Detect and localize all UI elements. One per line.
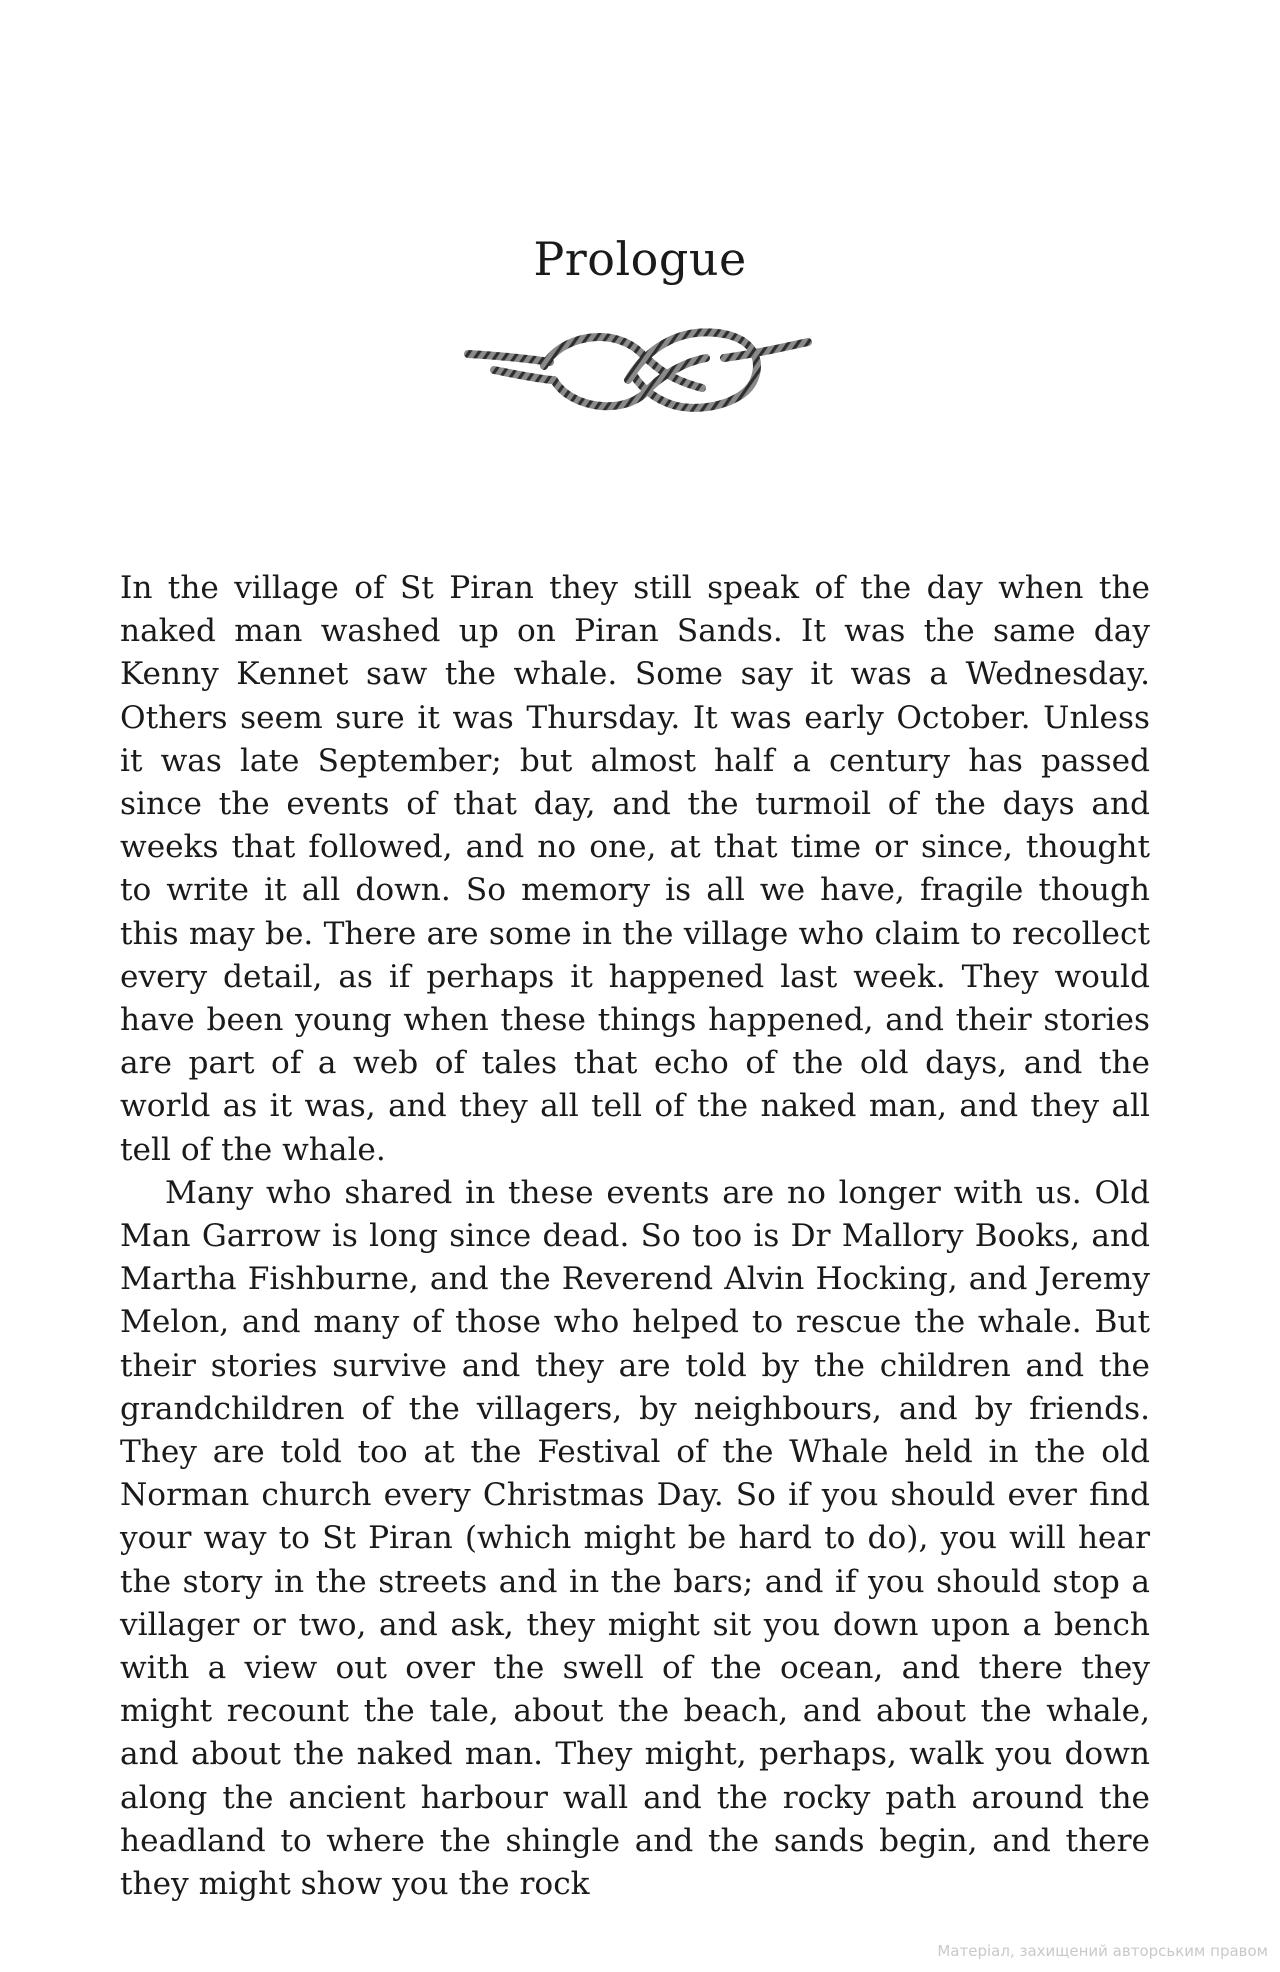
- paragraph-1: In the village of St Piran they still speak of the day when the naked man washed up on Piran Sands. It was the same day Kenny Kennet saw the whale. Some say it was a Wednesday. Others seem sure it was Thursday. It was early October. Unless it was late September; but almost half a century has passed since the events of that day, and the turmoil of the days and weeks that followed, and no one, at that time or since, thought to write it all down. So memory is all we have, fragile though this may be. There are some in the village who claim to recollect every detail, as if perhaps it happened last week. They would have been young when these things happened, and their stories are part of a web of tales that echo of the old days, and the world as it was, and they all tell of the naked man, and they all tell of the whale.: [120, 570, 1150, 1168]
- paragraph-2: Many who shared in these events are no longer with us. Old Man Garrow is long since dead. So too is Dr Mallory Books, and Martha Fishburne, and the Reverend Alvin Hocking, and Jeremy Melon, and many of those who helped to rescue the whale. But their stories survive and they are told by the children and the grandchildren of the villagers, by neighbours, and by friends. They are told too at the Festival of the Whale held in the old Norman church every Christmas Day. So if you should ever find your way to St Piran (which might be hard to do), you will hear the story in the streets and in the bars; and if you should stop a villager or two, and ask, they might sit you down upon a bench with a view out over the swell of the ocean, and there they might recount the tale, about the beach, and about the whale, and about the naked man. They might, perhaps, walk you down along the ancient harbour wall and the rocky path around the headland to where the shingle and the sands begin, and there they might show you the rock: [120, 1174, 1150, 1903]
- reef-knot-rope-icon: [462, 318, 812, 422]
- copyright-watermark: Матеріал, захищений авторським правом: [937, 1942, 1268, 1960]
- chapter-title: Prologue: [533, 232, 747, 286]
- body-text: [120, 567, 1150, 1906]
